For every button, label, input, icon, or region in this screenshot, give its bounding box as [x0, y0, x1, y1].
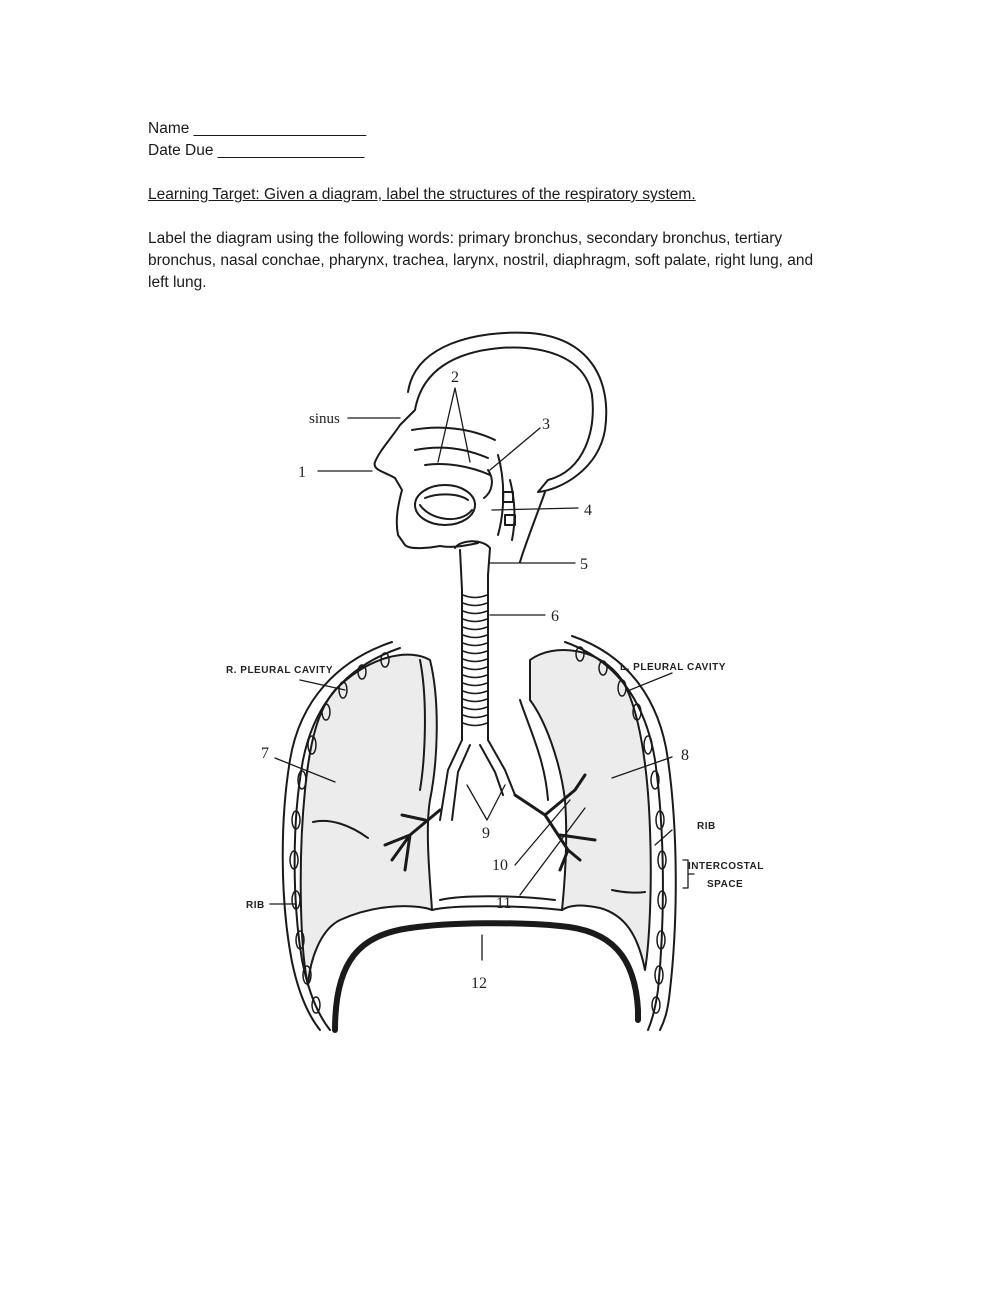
- label-3: 3: [542, 416, 550, 433]
- instructions: Label the diagram using the following words: primary bronchus, secondary bronchus, tertiary bronchus, nasal conchae, pharynx, trachea, larynx, nostril, diaphragm, soft palate, right lung, and left lung.: [148, 230, 814, 291]
- label-4: 4: [584, 502, 592, 519]
- label-12: 12: [471, 975, 487, 992]
- label-10: 10: [492, 857, 508, 874]
- label-2: 2: [451, 369, 459, 386]
- label-1: 1: [298, 464, 306, 481]
- label-r-pleural-cavity: R. PLEURAL CAVITY: [226, 665, 334, 676]
- date-due-line[interactable]: Date Due _________________: [148, 142, 365, 159]
- pharynx-wall: [498, 455, 514, 540]
- label-9: 9: [482, 825, 490, 842]
- label-6: 6: [551, 608, 559, 625]
- learning-target: Learning Target: Given a diagram, label the structures of the respiratory system.: [148, 186, 696, 203]
- label-8: 8: [681, 747, 689, 764]
- label-11: 11: [496, 895, 512, 912]
- label-intercostal: INTERCOSTAL: [688, 861, 764, 872]
- label-sinus: sinus: [309, 411, 340, 427]
- neck-outline: [440, 492, 545, 562]
- primary-bronchus-right: [440, 740, 470, 820]
- label-7: 7: [261, 745, 269, 762]
- name-line[interactable]: Name ____________________: [148, 120, 367, 137]
- nasal-cavity: [412, 428, 495, 475]
- label-l-pleural-cavity: L. PLEURAL CAVITY: [620, 662, 726, 673]
- right-lung: [301, 655, 437, 985]
- label-space: SPACE: [707, 879, 744, 890]
- label-rib-right: RIB: [697, 821, 716, 832]
- label-rib-left: RIB: [246, 900, 265, 911]
- head-outline: [375, 333, 607, 549]
- trachea-rings: [463, 595, 487, 726]
- larynx: [455, 541, 490, 590]
- primary-bronchus-left: [480, 740, 515, 795]
- label-5: 5: [580, 556, 588, 573]
